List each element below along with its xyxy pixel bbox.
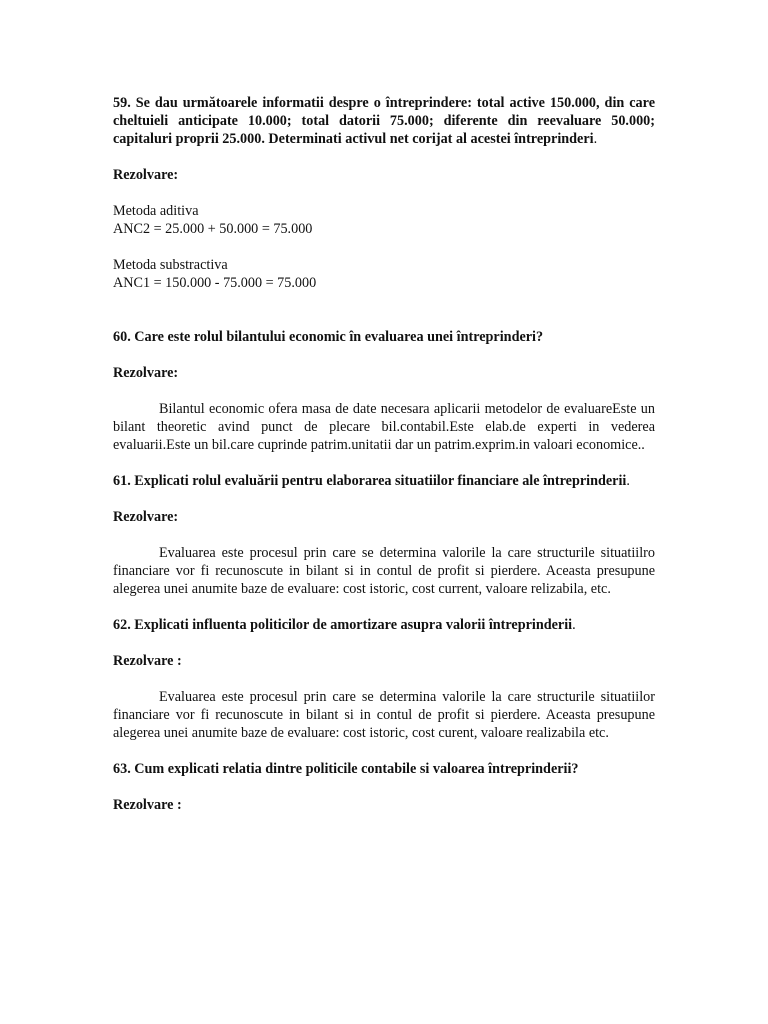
question-59-rezolvare-label: Rezolvare: — [113, 167, 179, 183]
question-61-trail: . — [626, 473, 630, 489]
question-60-text: 60. Care este rolul bilantului economic în evaluarea unei întreprinderi? — [113, 329, 544, 345]
method-substractiva-formula: ANC1 = 150.000 - 75.000 = 75.000 — [113, 275, 317, 291]
question-61-rezolvare-label: Rezolvare: — [113, 509, 179, 525]
document-page — [113, 94, 655, 814]
question-59-trail: . — [593, 131, 598, 147]
question-62-rezolvare-label: Rezolvare : — [113, 653, 182, 669]
question-61-text: 61. Explicati rolul evaluării pentru elaborarea situatiilor financiare ale întreprinderii — [113, 473, 627, 489]
question-63-rezolvare-label: Rezolvare : — [113, 797, 182, 813]
question-61-title — [113, 472, 655, 490]
method-aditiva-formula: ANC2 = 25.000 + 50.000 = 75.000 — [113, 221, 313, 237]
question-60-title — [113, 328, 655, 346]
question-62-trail: . — [572, 617, 576, 633]
question-63-text: 63. Cum explicati relatia dintre politicile contabile si valoarea întreprinderii? — [113, 761, 579, 777]
question-59-text: 59. Se dau următoarele informatii despre o întreprindere: total active 150.000, din care cheltuieli anticipate 10.000; total datorii 75.000; diferente din reevaluare 50.000; capitaluri proprii 25.000. Determinati activul net corijat al acestei întreprinderi — [113, 95, 655, 147]
method-substractiva-name: Metoda substractiva — [113, 257, 228, 273]
question-60-rezolvare-label: Rezolvare: — [113, 365, 179, 381]
question-60-answer: Bilantul economic ofera masa de date necesara aplicarii metodelor de evaluareEste un bilant theoretic avind punct de plecare bil.contabil.Este elab.de experti in vederea evaluarii.Este un bil.care cuprinde patrim.unitatii dar un patrim.exprim.in valoari economice.. — [113, 401, 655, 453]
method-aditiva-name: Metoda aditiva — [113, 203, 199, 219]
question-63-title — [113, 760, 655, 778]
question-59-title — [113, 94, 655, 148]
question-62-answer: Evaluarea este procesul prin care se determina valorile la care structurile situatiilor financiare vor fi recunoscute in bilant si in contul de profit si pierdere. Aceasta presupune alegerea unei anumite baze de evaluare: cost istoric, cost curent, valoare realizabila etc. — [113, 689, 655, 741]
question-62-title — [113, 616, 655, 634]
question-62-text: 62. Explicati influenta politicilor de amortizare asupra valorii întreprinderii — [113, 617, 573, 633]
question-61-answer: Evaluarea este procesul prin care se determina valorile la care structurile situatiilro financiare vor fi recunoscute in bilant si in contul de profit si pierdere. Aceasta presupune alegerea unei anumite baze de evaluare: cost istoric, cost current, valoare relizabila, etc. — [113, 545, 655, 597]
